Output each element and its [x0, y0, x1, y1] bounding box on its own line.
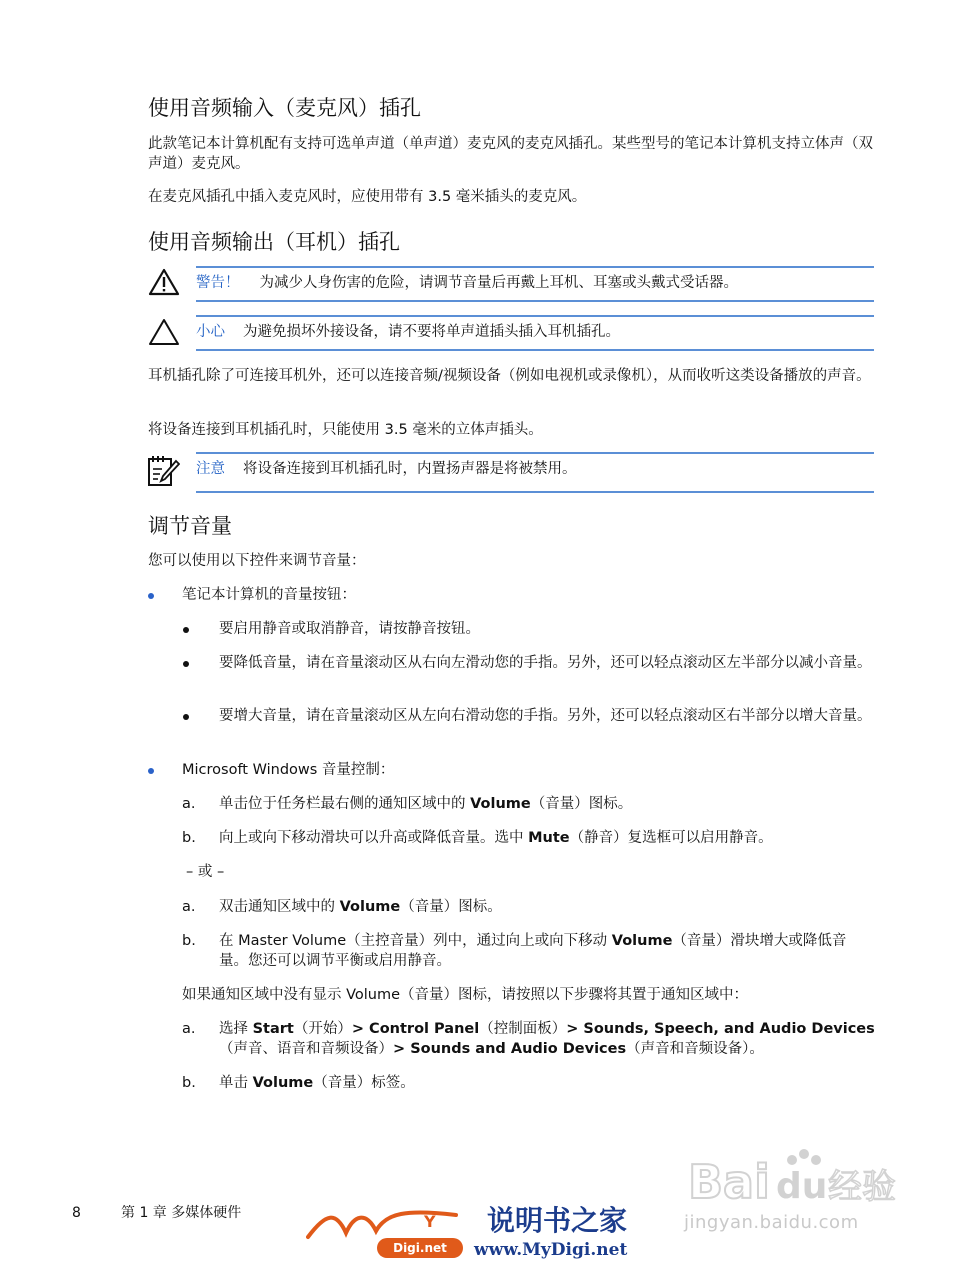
step-marker: a.: [182, 1021, 196, 1037]
svg-text:du: du: [776, 1166, 828, 1207]
mydigi-url: www.MyDigi.net: [474, 1240, 628, 1260]
step-move-slider: 向上或向下移动滑块可以升高或降低音量。选中 Mute（静音）复选框可以启用静音。: [219, 830, 773, 846]
warning-text: 为减少人身伤害的危险，请调节音量后再戴上耳机、耳塞或头戴式受话器。: [259, 275, 738, 291]
sub-bullet-marker-3: [183, 714, 189, 720]
warning-icon: [148, 268, 180, 296]
step-click-volume-tab: 单击 Volume（音量）标签。: [219, 1075, 415, 1091]
chapter-footer: 第 1 章 多媒体硬件: [121, 1205, 242, 1221]
sub-item-decrease: 要降低音量，请在音量滚动区从右向左滑动您的手指。另外，还可以轻点滚动区左半部分以减小音量。: [219, 655, 872, 671]
step-double-click-volume: 双击通知区域中的 Volume（音量）图标。: [219, 899, 502, 915]
mic-paragraph-1: 此款笔记本计算机配有支持可选单声道（单声道）麦克风的麦克风插孔。某些型号的笔记本计算机支持立体声（双声道）麦克风。: [148, 136, 873, 172]
step-marker: a.: [182, 899, 196, 915]
note-block: [196, 459, 874, 479]
warning-bottom-rule: [196, 300, 874, 302]
note-text: 将设备连接到耳机插孔时，内置扬声器是将被禁用。: [243, 461, 577, 477]
headphone-paragraph-1: 耳机插孔除了可连接耳机外，还可以连接音频/视频设备（例如电视机或录像机），从而收听这类设备播放的声音。: [148, 368, 871, 384]
volume-intro: 您可以使用以下控件来调节音量：: [148, 553, 366, 569]
baidu-watermark-logo: [688, 1146, 902, 1210]
step-marker: b.: [182, 830, 196, 846]
svg-text:Bai: Bai: [688, 1155, 770, 1209]
page-number: 8: [72, 1205, 81, 1221]
warning-note: [196, 273, 874, 293]
svg-text:Y: Y: [424, 1212, 436, 1231]
if-missing-instruction: 如果通知区域中没有显示 Volume（音量）图标，请按照以下步骤将其置于通知区域中：: [182, 987, 749, 1003]
mydigi-brand: 说明书之家: [487, 1204, 628, 1237]
note-bottom-rule: [196, 491, 874, 493]
note-top-rule: [196, 452, 874, 454]
svg-text:经验: 经验: [828, 1167, 896, 1207]
heading-mic-jack: 使用音频输入（麦克风）插孔: [148, 96, 421, 120]
mydigi-watermark-logo: [306, 1207, 466, 1241]
sub-item-mute: 要启用静音或取消静音，请按静音按钮。: [219, 621, 480, 637]
caution-note: [196, 322, 874, 342]
sub-bullet-marker-2: [183, 661, 189, 667]
heading-headphone-jack: 使用音频输出（耳机）插孔: [148, 230, 400, 254]
step-master-volume: 在 Master Volume（主控音量）列中，通过向上或向下移动 Volume（音量）滑块增大或降低音量。您还可以调节平衡或启用静音。: [219, 933, 847, 969]
or-separator: – 或 –: [186, 864, 225, 880]
caution-label: 小心: [196, 324, 225, 340]
note-label: 注意: [196, 461, 225, 477]
mydigi-badge: Digi.net: [377, 1238, 463, 1258]
step-marker: a.: [182, 796, 196, 812]
caution-icon: [148, 318, 180, 346]
sub-bullet-marker-1: [183, 627, 189, 633]
warning-top-rule: [196, 266, 874, 268]
caution-bottom-rule: [196, 349, 874, 351]
note-pencil-icon: [146, 455, 180, 489]
warning-label: 警告！: [196, 275, 240, 291]
baidu-watermark-url: jingyan.baidu.com: [684, 1212, 859, 1233]
bullet-marker-1: [148, 593, 154, 599]
step-marker: b.: [182, 1075, 196, 1091]
caution-top-rule: [196, 315, 874, 317]
caution-text: 为避免损坏外接设备，请不要将单声道插头插入耳机插孔。: [243, 324, 620, 340]
step-marker: b.: [182, 933, 196, 949]
bullet-volume-buttons: 笔记本计算机的音量按钮：: [182, 587, 356, 603]
headphone-paragraph-2: 将设备连接到耳机插孔时，只能使用 3.5 毫米的立体声插头。: [148, 422, 543, 438]
heading-adjust-volume: 调节音量: [148, 514, 232, 538]
mic-paragraph-2: 在麦克风插孔中插入麦克风时，应使用带有 3.5 毫米插头的麦克风。: [148, 189, 587, 205]
sub-item-increase: 要增大音量，请在音量滚动区从左向右滑动您的手指。另外，还可以轻点滚动区右半部分以增大音量。: [219, 708, 872, 724]
bullet-marker-2: [148, 768, 154, 774]
bullet-windows-volume: Microsoft Windows 音量控制：: [182, 762, 395, 778]
step-click-volume-icon: 单击位于任务栏最右侧的通知区域中的 Volume（音量）图标。: [219, 796, 633, 812]
step-select-start-path: 选择 Start（开始）> Control Panel（控制面板）> Sounds, Speech, and Audio Devices（声音、语音和音频设备）> Sounds and Audio Devices（声音和音频设备）。: [219, 1021, 875, 1057]
